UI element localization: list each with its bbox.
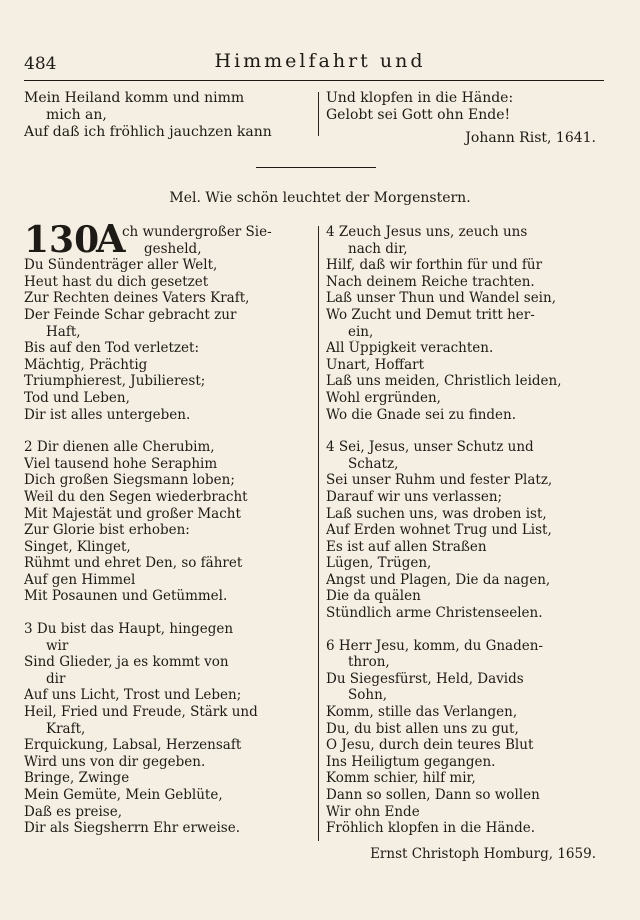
verse-line: Wohl ergründen, [326, 389, 441, 406]
previous-hymn-ending-left [24, 90, 316, 141]
verse-line: Auf gen Himmel [24, 571, 136, 588]
stanza-1 [24, 216, 314, 423]
verse-line: Sind Glieder, ja es kommt von [24, 654, 229, 671]
stanza-3 [24, 621, 314, 837]
verse-line: 3 Du bist das Haupt, hingegen [24, 621, 234, 638]
verse-line: dir [46, 670, 66, 687]
verse-line: ch wundergroßer Sie- [122, 224, 272, 240]
page-header [24, 50, 616, 80]
verse-line: Zur Rechten deines Vaters Kraft, [24, 290, 250, 307]
verse-line: Wo Zucht und Demut tritt her- [326, 306, 535, 323]
header-rule [24, 80, 604, 81]
verse-line: Stündlich arme Christenseelen. [326, 605, 543, 622]
stanza-2 [24, 439, 314, 605]
author-attribution: Ernst Christoph Homburg, 1659. [370, 846, 596, 862]
verse-line: Dir ist alles untergeben. [24, 406, 191, 423]
verse-line: Wird uns von dir gegeben. [24, 753, 206, 770]
verse-line: Der Feinde Schar gebracht zur [24, 306, 237, 323]
verse-line: Sei unser Ruhm und fester Platz, [326, 472, 553, 489]
verse-line: Mit Majestät und großer Macht [24, 505, 241, 522]
right-column [326, 224, 610, 853]
stanza-5 [326, 439, 610, 622]
section-rule [256, 167, 376, 168]
verse-line: Wo die Gnade sei zu finden. [326, 406, 517, 423]
verse-line: thron, [348, 654, 390, 671]
verse-line: Laß uns meiden, Christlich leiden, [326, 373, 562, 390]
verse-line: Heut hast du dich gesetzet [24, 273, 209, 290]
verse-line: ein, [348, 323, 374, 340]
verse-line: Haft, [46, 323, 81, 340]
verse-line: Es ist auf allen Straßen [326, 538, 487, 555]
author-attribution: Johann Rist, 1641. [465, 130, 596, 146]
verse-line: Ins Heiligtum gegangen. [326, 753, 496, 770]
verse-line: gesheld, [144, 240, 202, 257]
verse-line: Komm, stille das Verlangen, [326, 704, 518, 721]
previous-hymn-ending-right [326, 90, 596, 147]
verse-line: Wir ohn Ende [326, 803, 420, 820]
verse-line: Lügen, Trügen, [326, 555, 432, 572]
drop-cap: A [96, 216, 126, 261]
page-number: 484 [24, 54, 57, 74]
verse-line: Du, du bist allen uns zu gut, [326, 720, 519, 737]
verse-line: Tod und Leben, [24, 389, 130, 406]
verse-line: Und klopfen in die Hände: [326, 90, 514, 106]
verse-line: Unart, Hoffart [326, 356, 425, 373]
left-column [24, 216, 314, 853]
verse-line: Triumphierest, Jubilierest; [24, 373, 206, 390]
verse-line: Auf uns Licht, Trost und Leben; [24, 687, 242, 704]
verse-line: Singet, Klinget, [24, 538, 131, 555]
verse-line: Du Siegesfürst, Held, Davids [326, 670, 524, 687]
verse-line: Komm schier, hilf mir, [326, 770, 476, 787]
verse-line: Schatz, [348, 455, 399, 472]
verse-line: Dir als Siegsherrn Ehr erweise. [24, 820, 240, 837]
melody-line: Mel. Wie schön leuchtet der Morgenstern. [169, 190, 471, 206]
verse-line: Gelobt sei Gott ohn Ende! [326, 107, 511, 123]
verse-line: Dann so sollen, Dann so wollen [326, 787, 540, 803]
hymn-number: 130 [24, 219, 100, 261]
verse-line: Sohn, [348, 687, 388, 704]
verse-line: Laß suchen uns, was droben ist, [326, 505, 547, 522]
verse-line: Die da quälen [326, 588, 421, 605]
verse-line: Laß unser Thun und Wandel sein, [326, 290, 556, 307]
verse-line: Nach deinem Reiche trachten. [326, 273, 535, 290]
verse-line: Erquickung, Labsal, Herzensaft [24, 737, 242, 754]
verse-line: 4 Zeuch Jesus uns, zeuch uns [326, 224, 528, 240]
stanza-6 [326, 638, 610, 837]
stanza-4 [326, 224, 610, 423]
column-divider [318, 226, 319, 841]
verse-line: Auf Erden wohnet Trug und List, [326, 522, 552, 539]
verse-line: Du Sündenträger aller Welt, [24, 257, 218, 274]
verse-line: 4 Sei, Jesus, unser Schutz und [326, 439, 534, 456]
verse-line: Weil du den Segen wiederbracht [24, 488, 248, 505]
verse-line: Bringe, Zwinge [24, 770, 130, 787]
verse-line: Angst und Plagen, Die da nagen, [326, 571, 551, 588]
verse-line: Fröhlich klopfen in die Hände. [326, 820, 536, 837]
verse-line: Rühmt und ehret Den, so fähret [24, 555, 243, 572]
verse-line: Heil, Fried und Freude, Stärk und [24, 704, 258, 721]
verse-line: Daß es preise, [24, 803, 123, 820]
verse-line: All Üppigkeit verachten. [326, 340, 494, 357]
verse-line: Zur Glorie bist erhoben: [24, 522, 190, 539]
verse-line: Darauf wir uns verlassen; [326, 488, 503, 505]
verse-line: Bis auf den Tod verletzet: [24, 340, 199, 357]
verse-line: Hilf, daß wir forthin für und für [326, 257, 543, 274]
verse-line: mich an, [46, 107, 107, 123]
verse-line: wir [46, 637, 69, 654]
verse-line: Mein Heiland komm und nimm [24, 90, 245, 106]
verse-line: 6 Herr Jesu, komm, du Gnaden- [326, 637, 543, 654]
verse-line: Kraft, [46, 720, 86, 737]
verse-line: Dich großen Siegsmann loben; [24, 472, 235, 489]
verse-line: Viel tausend hohe Seraphim [24, 455, 218, 472]
verse-line: 2 Dir dienen alle Cherubim, [24, 439, 215, 456]
running-title: Himmelfahrt und [214, 50, 426, 72]
verse-line: Mit Posaunen und Getümmel. [24, 588, 228, 605]
verse-line: Mein Gemüte, Mein Geblüte, [24, 787, 223, 803]
verse-line: O Jesu, durch dein teures Blut [326, 737, 534, 754]
column-divider [318, 92, 319, 136]
verse-line: Auf daß ich fröhlich jauchzen kann [24, 124, 272, 140]
verse-line: Mächtig, Prächtig [24, 356, 148, 373]
verse-line: nach dir, [348, 240, 408, 257]
